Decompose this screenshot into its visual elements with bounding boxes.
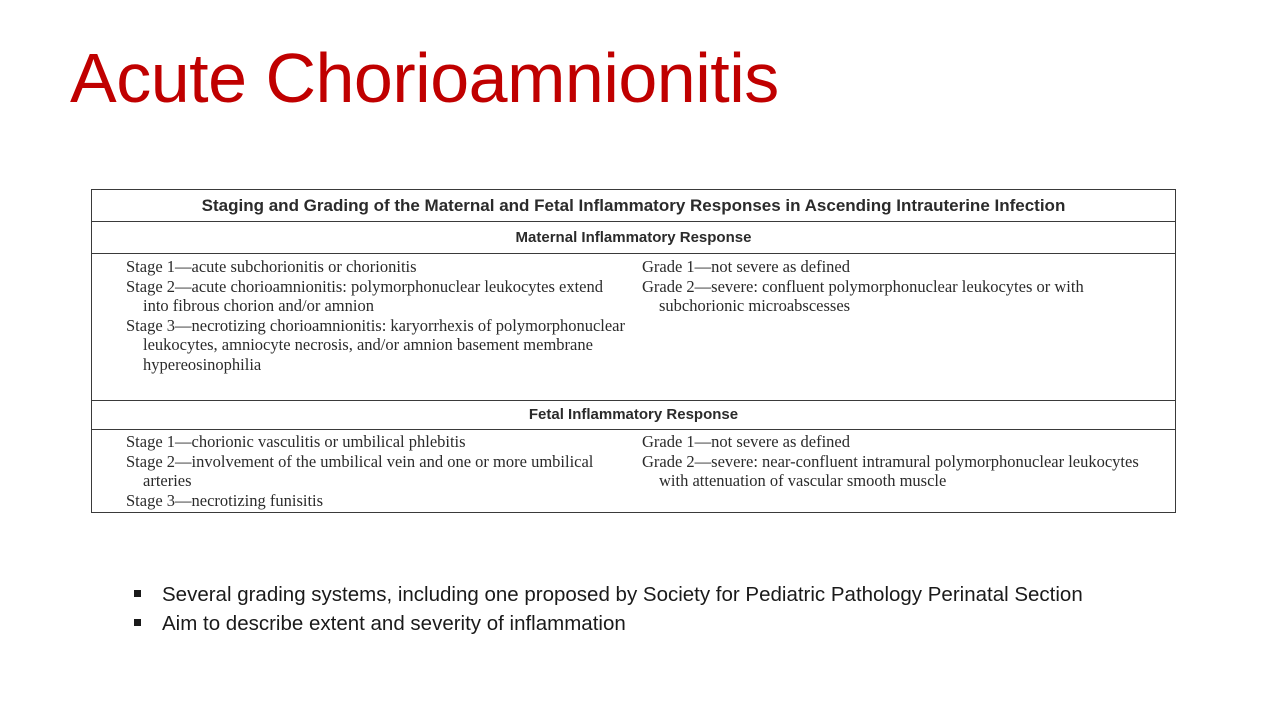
maternal-stage-item: Stage 3—necrotizing chorioamnionitis: karyorrhexis of polymorphonuclear leukocytes, amniocyte necrosis, and/or amnion basement membrane hypereosinophilia [126, 315, 625, 374]
maternal-stage-item: Stage 2—acute chorioamnionitis: polymorphonuclear leukocytes extend into fibrous chorion and/or amnion [126, 276, 603, 315]
bullet-text: Several grading systems, including one proposed by Society for Pediatric Pathology Perinatal Section [162, 583, 1083, 606]
fetal-stage-item: Stage 1—chorionic vasculitis or umbilical phlebitis [126, 432, 466, 451]
fetal-stage-item: Stage 2—involvement of the umbilical vein and one or more umbilical arteries [126, 451, 594, 490]
bullet-list [134, 580, 1083, 638]
maternal-section-heading: Maternal Inflammatory Response [92, 222, 1175, 254]
table-title: Staging and Grading of the Maternal and Fetal Inflammatory Responses in Ascending Intrauterine Infection [92, 190, 1175, 222]
maternal-grade-item: Grade 1—not severe as defined [642, 257, 850, 276]
bullet-text: Aim to describe extent and severity of inflammation [162, 612, 626, 635]
bullet-item [134, 609, 1083, 638]
maternal-stages-list [126, 257, 626, 374]
staging-grading-table [91, 189, 1176, 513]
fetal-stages-list [126, 432, 626, 510]
maternal-grade-item: Grade 2—severe: confluent polymorphonuclear leukocytes or with subchorionic microabscesses [642, 276, 1084, 315]
square-bullet-icon [134, 590, 141, 597]
slide-title: Acute Chorioamnionitis [70, 39, 779, 117]
square-bullet-icon [134, 619, 141, 626]
fetal-grade-item: Grade 2—severe: near-confluent intramural polymorphonuclear leukocytes with attenuation of vascular smooth muscle [642, 451, 1139, 490]
bullet-item [134, 580, 1083, 609]
fetal-stage-item: Stage 3—necrotizing funisitis [126, 490, 324, 510]
maternal-grades-list [642, 257, 1162, 316]
maternal-stage-item: Stage 1—acute subchorionitis or chorionitis [126, 257, 417, 276]
fetal-grade-item: Grade 1—not severe as defined [642, 432, 850, 451]
fetal-section-heading: Fetal Inflammatory Response [92, 400, 1175, 430]
fetal-grades-list [642, 432, 1162, 491]
